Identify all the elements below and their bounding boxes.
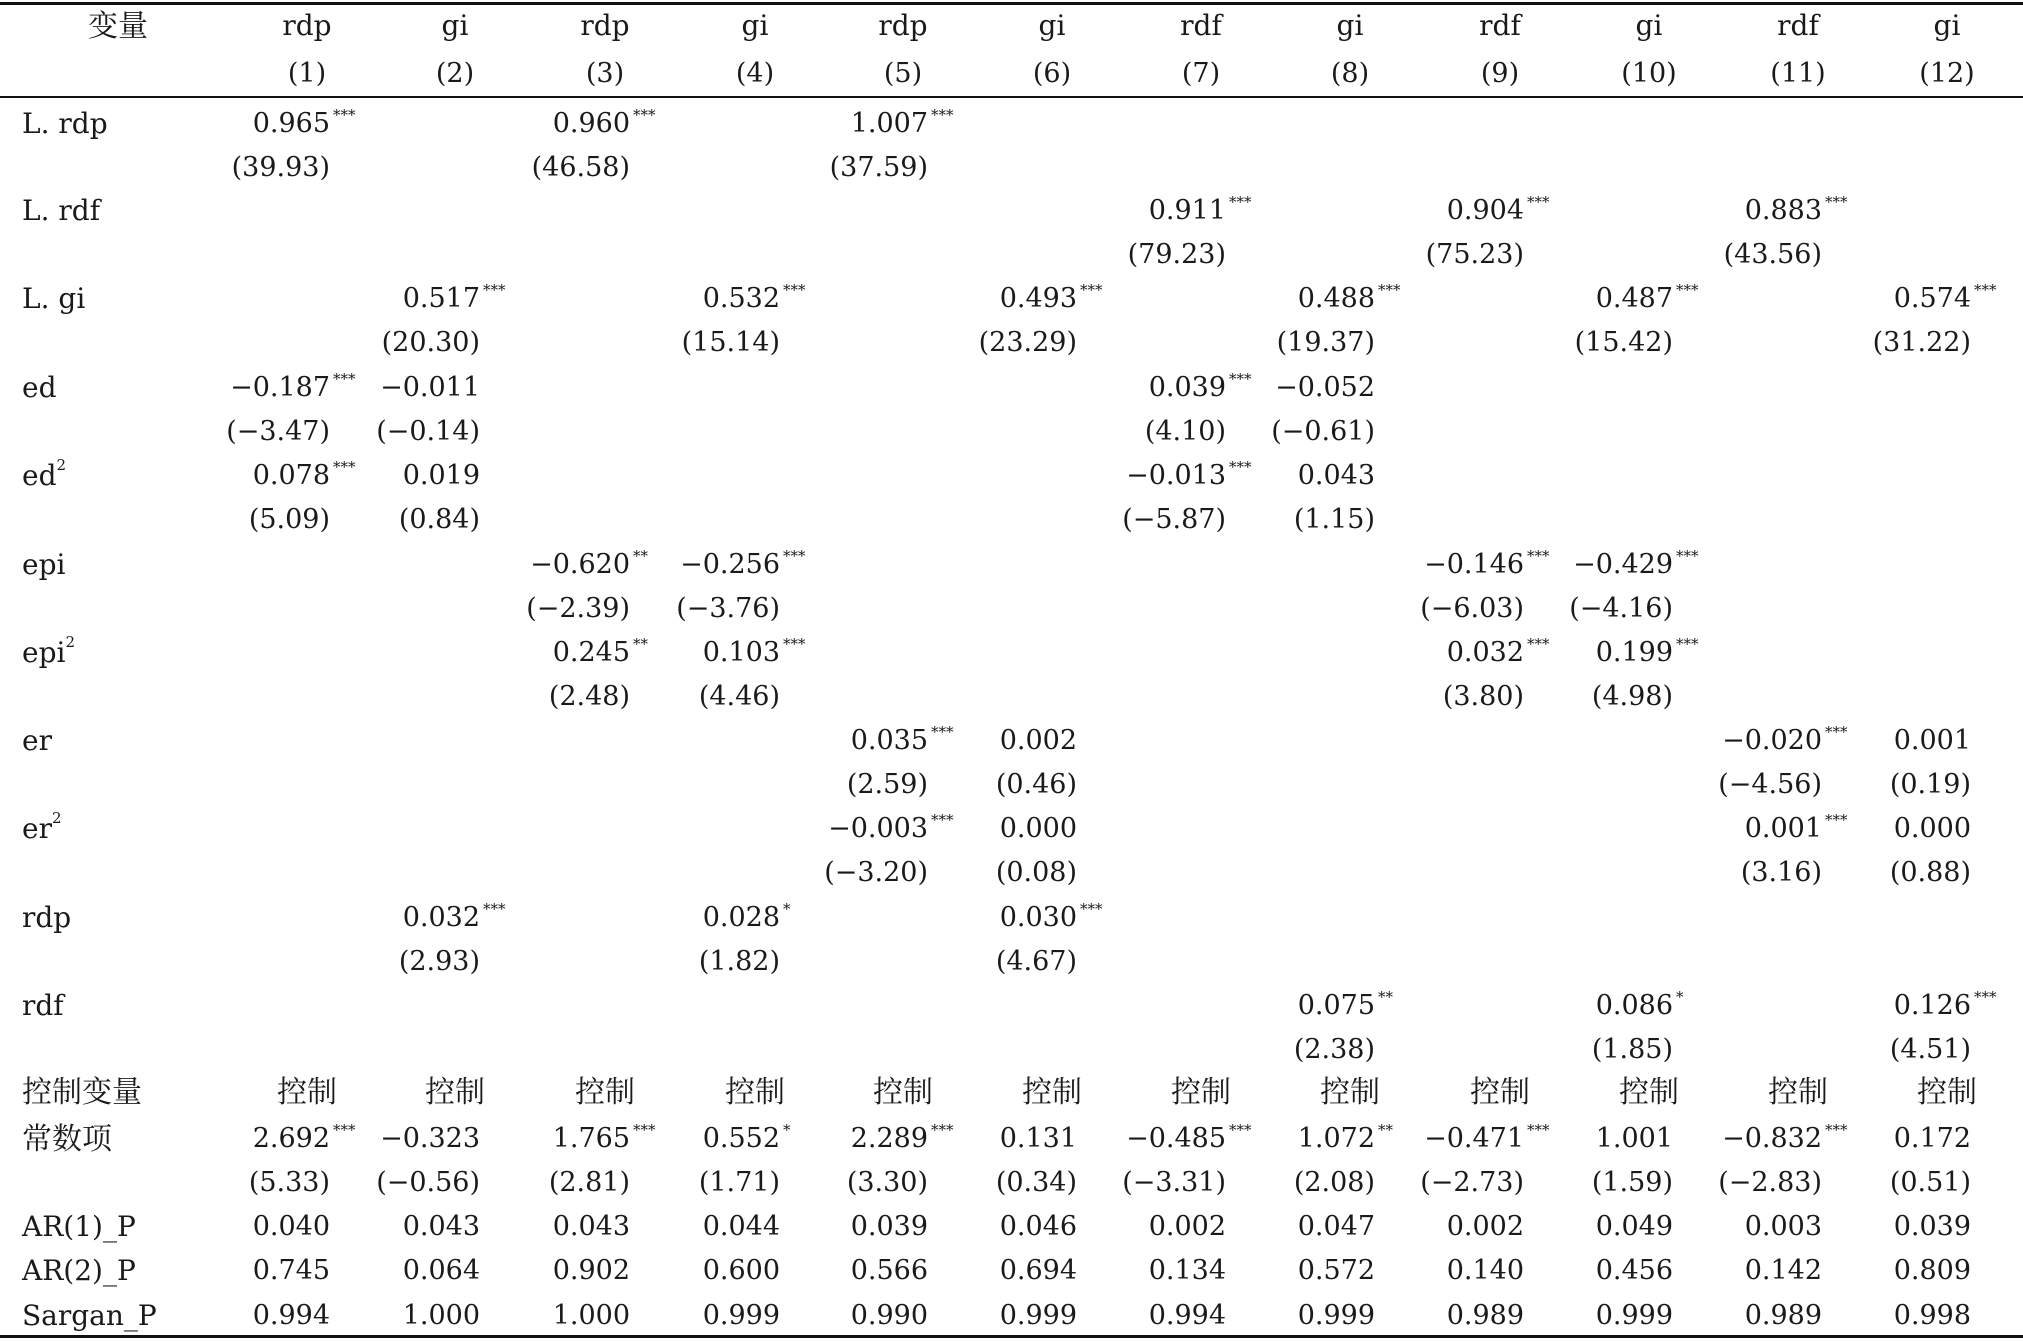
coefficient-cell: −0.146 <box>1424 549 1524 580</box>
t-stat-cell: (−3.47) <box>226 416 330 447</box>
constant-coefficient: 2.692 <box>252 1123 330 1154</box>
stat-label: AR(1)_P <box>22 1210 136 1243</box>
significance-stars: *** <box>1527 547 1550 565</box>
significance-stars: ** <box>1378 988 1393 1006</box>
stat-value: 0.456 <box>1595 1255 1673 1286</box>
row-label-text: rdf <box>22 989 64 1022</box>
row-label-text: L. rdp <box>22 107 108 140</box>
row-label <box>22 371 57 404</box>
stat-value: 0.566 <box>850 1255 928 1286</box>
row-label <box>22 633 75 669</box>
constant-coefficient: 0.131 <box>999 1123 1077 1154</box>
header-dependent-var: rdp <box>878 9 928 42</box>
t-stat-cell: (0.84) <box>398 504 480 535</box>
significance-stars: *** <box>931 723 954 741</box>
t-stat-cell: (20.30) <box>381 327 480 358</box>
coefficient-cell: 0.488 <box>1297 283 1375 314</box>
row-label <box>22 901 72 934</box>
coefficient-cell: 0.245 <box>552 637 630 668</box>
significance-stars: *** <box>1527 635 1550 653</box>
significance-stars: *** <box>333 370 356 388</box>
t-stat-cell: (2.48) <box>548 681 630 712</box>
t-stat-cell: (3.80) <box>1442 681 1524 712</box>
t-stat-cell: (2.38) <box>1293 1034 1375 1065</box>
significance-stars: *** <box>931 106 954 124</box>
stat-value: 1.000 <box>552 1300 630 1331</box>
significance-stars: *** <box>1825 723 1848 741</box>
stat-value: 0.003 <box>1744 1211 1822 1242</box>
significance-stars: *** <box>1229 193 1252 211</box>
constant-t-stat: (1.71) <box>698 1167 780 1198</box>
significance-stars: *** <box>1527 1121 1550 1139</box>
significance-stars: *** <box>783 281 806 299</box>
coefficient-cell: 0.030 <box>999 902 1077 933</box>
controls-cell: 控制 <box>725 1075 785 1110</box>
row-label-text: L. gi <box>22 282 86 315</box>
row-label-text: epi <box>22 548 66 581</box>
coefficient-cell: 0.086 <box>1595 990 1673 1021</box>
significance-stars: *** <box>633 106 656 124</box>
constant-t-stat: (−2.83) <box>1718 1167 1822 1198</box>
significance-stars: *** <box>1229 1121 1252 1139</box>
controls-cell: 控制 <box>1768 1075 1828 1110</box>
stat-value: 0.002 <box>1446 1211 1524 1242</box>
significance-stars: *** <box>1974 988 1997 1006</box>
coefficient-cell: 0.904 <box>1446 195 1524 226</box>
header-dependent-var: rdf <box>1180 9 1222 42</box>
constant-t-stat: (3.30) <box>846 1167 928 1198</box>
stat-value: 0.902 <box>552 1255 630 1286</box>
coefficient-cell: 0.000 <box>999 813 1077 844</box>
row-label <box>22 989 64 1022</box>
header-dependent-var: rdf <box>1777 9 1819 42</box>
header-dependent-var: rdf <box>1479 9 1521 42</box>
significance-stars: *** <box>483 900 506 918</box>
t-stat-cell: (−6.03) <box>1420 593 1524 624</box>
stat-value: 0.994 <box>1148 1300 1226 1331</box>
t-stat-cell: (1.85) <box>1591 1034 1673 1065</box>
stat-value: 0.990 <box>850 1300 928 1331</box>
row-label-text: er <box>22 724 52 757</box>
header-dependent-var: gi <box>1336 9 1364 42</box>
t-stat-cell: (1.15) <box>1293 504 1375 535</box>
t-stat-cell: (2.93) <box>398 946 480 977</box>
stat-value: 0.600 <box>702 1255 780 1286</box>
coefficient-cell: 0.199 <box>1595 637 1673 668</box>
significance-stars: *** <box>1825 193 1848 211</box>
stat-value: 0.572 <box>1297 1255 1375 1286</box>
significance-stars: *** <box>333 458 356 476</box>
significance-stars: *** <box>1527 193 1550 211</box>
coefficient-cell: 0.032 <box>402 902 480 933</box>
constant-t-stat: (−2.73) <box>1420 1167 1524 1198</box>
coefficient-cell: 0.487 <box>1595 283 1673 314</box>
header-column-number: (6) <box>1032 58 1072 89</box>
row-label-text: ed <box>22 371 57 404</box>
coefficient-cell: 0.574 <box>1893 283 1971 314</box>
stat-value: 0.994 <box>252 1300 330 1331</box>
constant-coefficient: 1.072 <box>1297 1123 1375 1154</box>
stat-value: 0.040 <box>252 1211 330 1242</box>
controls-cell: 控制 <box>1470 1075 1530 1110</box>
t-stat-cell: (4.10) <box>1144 416 1226 447</box>
constant-coefficient: −0.471 <box>1424 1123 1524 1154</box>
header-column-number: (8) <box>1330 58 1370 89</box>
stat-value: 0.745 <box>252 1255 330 1286</box>
row-label-text: er <box>22 812 52 845</box>
significance-stars: *** <box>1974 281 1997 299</box>
t-stat-cell: (4.98) <box>1591 681 1673 712</box>
stat-value: 0.999 <box>1595 1300 1673 1331</box>
coefficient-cell: 0.960 <box>552 108 630 139</box>
stat-value: 0.999 <box>702 1300 780 1331</box>
constant-t-stat: (2.08) <box>1293 1167 1375 1198</box>
header-dependent-var: gi <box>741 9 769 42</box>
header-column-number: (9) <box>1480 58 1520 89</box>
significance-stars: *** <box>1825 1121 1848 1139</box>
significance-stars: *** <box>1080 900 1103 918</box>
row-label-superscript: 2 <box>65 633 75 651</box>
header-dependent-var: gi <box>1635 9 1663 42</box>
coefficient-cell: 0.001 <box>1744 813 1822 844</box>
stat-value: 0.140 <box>1446 1255 1524 1286</box>
significance-stars: *** <box>333 106 356 124</box>
significance-stars: * <box>783 900 791 918</box>
stat-value: 0.049 <box>1595 1211 1673 1242</box>
significance-stars: ** <box>633 547 648 565</box>
coefficient-cell: −0.187 <box>230 372 330 403</box>
coefficient-cell: 0.126 <box>1893 990 1971 1021</box>
constant-t-stat: (5.33) <box>248 1167 330 1198</box>
t-stat-cell: (23.29) <box>978 327 1077 358</box>
row-label-text: epi <box>22 636 66 669</box>
controls-cell: 控制 <box>1917 1075 1977 1110</box>
top-rule <box>0 2 2023 5</box>
controls-cell: 控制 <box>575 1075 635 1110</box>
coefficient-cell: 0.965 <box>252 108 330 139</box>
header-column-number: (11) <box>1770 58 1826 89</box>
significance-stars: *** <box>931 811 954 829</box>
controls-cell: 控制 <box>1320 1075 1380 1110</box>
coefficient-cell: 0.028 <box>702 902 780 933</box>
stat-label: AR(2)_P <box>22 1254 136 1287</box>
stat-value: 0.134 <box>1148 1255 1226 1286</box>
t-stat-cell: (5.09) <box>248 504 330 535</box>
significance-stars: *** <box>1080 281 1103 299</box>
t-stat-cell: (−0.14) <box>376 416 480 447</box>
row-label <box>22 809 62 845</box>
constant-t-stat: (2.81) <box>548 1167 630 1198</box>
row-label-text: L. rdf <box>22 194 101 227</box>
stat-value: 0.043 <box>552 1211 630 1242</box>
stat-value: 0.044 <box>702 1211 780 1242</box>
header-rule <box>0 96 2023 98</box>
t-stat-cell: (0.88) <box>1889 857 1971 888</box>
significance-stars: *** <box>931 1121 954 1139</box>
constant-t-stat: (0.51) <box>1889 1167 1971 1198</box>
significance-stars: ** <box>633 635 648 653</box>
stat-value: 0.002 <box>1148 1211 1226 1242</box>
significance-stars: *** <box>483 281 506 299</box>
row-label-superscript: 2 <box>51 809 62 827</box>
stat-value: 0.999 <box>999 1300 1077 1331</box>
t-stat-cell: (43.56) <box>1723 239 1822 270</box>
t-stat-cell: (−3.20) <box>824 857 928 888</box>
t-stat-cell: (−5.87) <box>1122 504 1226 535</box>
t-stat-cell: (0.19) <box>1889 769 1971 800</box>
header-column-number: (5) <box>883 58 923 89</box>
t-stat-cell: (4.51) <box>1889 1034 1971 1065</box>
stat-value: 0.142 <box>1744 1255 1822 1286</box>
coefficient-cell: 0.039 <box>1148 372 1226 403</box>
coefficient-cell: −0.256 <box>680 549 780 580</box>
t-stat-cell: (−0.61) <box>1271 416 1375 447</box>
stat-value: 0.046 <box>999 1211 1077 1242</box>
constant-coefficient: −0.485 <box>1126 1123 1226 1154</box>
constant-t-stat: (1.59) <box>1591 1167 1673 1198</box>
significance-stars: *** <box>1676 635 1699 653</box>
controls-cell: 控制 <box>1022 1075 1082 1110</box>
coefficient-cell: 0.103 <box>702 637 780 668</box>
coefficient-cell: 0.035 <box>850 725 928 756</box>
t-stat-cell: (37.59) <box>829 152 928 183</box>
row-label <box>22 548 66 581</box>
constant-coefficient: 0.172 <box>1893 1123 1971 1154</box>
constant-coefficient: 1.001 <box>1595 1123 1673 1154</box>
significance-stars: *** <box>633 1121 656 1139</box>
stat-value: 0.809 <box>1893 1255 1971 1286</box>
t-stat-cell: (1.82) <box>698 946 780 977</box>
stat-value: 0.064 <box>402 1255 480 1286</box>
t-stat-cell: (−2.39) <box>526 593 630 624</box>
constant-t-stat: (−3.31) <box>1122 1167 1226 1198</box>
coefficient-cell: 0.532 <box>702 283 780 314</box>
coefficient-cell: −0.003 <box>828 813 928 844</box>
t-stat-cell: (31.22) <box>1872 327 1971 358</box>
t-stat-cell: (19.37) <box>1276 327 1375 358</box>
header-dependent-var: rdp <box>580 9 630 42</box>
stat-value: 0.694 <box>999 1255 1077 1286</box>
header-column-number: (3) <box>585 58 625 89</box>
stat-value: 0.998 <box>1893 1300 1971 1331</box>
t-stat-cell: (0.46) <box>995 769 1077 800</box>
stat-value: 0.047 <box>1297 1211 1375 1242</box>
constant-label: 常数项 <box>22 1122 112 1157</box>
header-variable-label: 变量 <box>88 9 148 44</box>
row-label <box>22 194 101 227</box>
row-label <box>22 107 108 140</box>
row-label <box>22 282 86 315</box>
constant-t-stat: (−0.56) <box>376 1167 480 1198</box>
coefficient-cell: 0.019 <box>402 460 480 491</box>
t-stat-cell: (−4.16) <box>1569 593 1673 624</box>
coefficient-cell: 0.032 <box>1446 637 1524 668</box>
coefficient-cell: 0.001 <box>1893 725 1971 756</box>
significance-stars: *** <box>333 1121 356 1139</box>
coefficient-cell: 0.493 <box>999 283 1077 314</box>
row-label-text: ed <box>22 459 57 492</box>
t-stat-cell: (0.08) <box>995 857 1077 888</box>
t-stat-cell: (15.14) <box>681 327 780 358</box>
t-stat-cell: (3.16) <box>1740 857 1822 888</box>
coefficient-cell: 0.517 <box>402 283 480 314</box>
t-stat-cell: (4.46) <box>698 681 780 712</box>
controls-cell: 控制 <box>277 1075 337 1110</box>
t-stat-cell: (−4.56) <box>1718 769 1822 800</box>
coefficient-cell: 0.911 <box>1148 195 1226 226</box>
significance-stars: * <box>783 1121 791 1139</box>
stat-value: 0.043 <box>402 1211 480 1242</box>
significance-stars: *** <box>1676 281 1699 299</box>
constant-coefficient: 1.765 <box>552 1123 630 1154</box>
header-column-number: (2) <box>435 58 475 89</box>
coefficient-cell: 0.043 <box>1297 460 1375 491</box>
row-label-superscript: 2 <box>56 456 67 474</box>
header-dependent-var: gi <box>1933 9 1961 42</box>
stat-value: 0.039 <box>1893 1211 1971 1242</box>
t-stat-cell: (2.59) <box>846 769 928 800</box>
significance-stars: *** <box>1825 811 1848 829</box>
constant-t-stat: (0.34) <box>995 1167 1077 1198</box>
coefficient-cell: 1.007 <box>850 108 928 139</box>
t-stat-cell: (79.23) <box>1127 239 1226 270</box>
constant-coefficient: 2.289 <box>850 1123 928 1154</box>
controls-label: 控制变量 <box>22 1075 142 1110</box>
coefficient-cell: −0.429 <box>1573 549 1673 580</box>
row-label <box>22 724 52 757</box>
significance-stars: *** <box>1378 281 1401 299</box>
significance-stars: *** <box>783 635 806 653</box>
stat-value: 0.039 <box>850 1211 928 1242</box>
significance-stars: *** <box>783 547 806 565</box>
stat-value: 1.000 <box>402 1300 480 1331</box>
significance-stars: ** <box>1378 1121 1393 1139</box>
stat-value: 0.989 <box>1744 1300 1822 1331</box>
coefficient-cell: −0.052 <box>1275 372 1375 403</box>
t-stat-cell: (39.93) <box>231 152 330 183</box>
controls-cell: 控制 <box>873 1075 933 1110</box>
constant-coefficient: −0.832 <box>1722 1123 1822 1154</box>
coefficient-cell: 0.078 <box>252 460 330 491</box>
significance-stars: * <box>1676 988 1684 1006</box>
significance-stars: *** <box>1229 458 1252 476</box>
t-stat-cell: (4.67) <box>995 946 1077 977</box>
coefficient-cell: −0.013 <box>1126 460 1226 491</box>
t-stat-cell: (15.42) <box>1574 327 1673 358</box>
coefficient-cell: −0.011 <box>380 372 480 403</box>
controls-cell: 控制 <box>425 1075 485 1110</box>
coefficient-cell: −0.620 <box>530 549 630 580</box>
coefficient-cell: 0.075 <box>1297 990 1375 1021</box>
coefficient-cell: 0.002 <box>999 725 1077 756</box>
significance-stars: *** <box>1676 547 1699 565</box>
header-dependent-var: gi <box>1038 9 1066 42</box>
stat-value: 0.989 <box>1446 1300 1524 1331</box>
significance-stars: *** <box>1229 370 1252 388</box>
header-column-number: (7) <box>1181 58 1221 89</box>
header-dependent-var: gi <box>441 9 469 42</box>
header-dependent-var: rdp <box>282 9 332 42</box>
row-label-text: rdp <box>22 901 72 934</box>
t-stat-cell: (−3.76) <box>676 593 780 624</box>
coefficient-cell: −0.020 <box>1722 725 1822 756</box>
coefficient-cell: 0.883 <box>1744 195 1822 226</box>
constant-coefficient: −0.323 <box>380 1123 480 1154</box>
t-stat-cell: (75.23) <box>1425 239 1524 270</box>
constant-coefficient: 0.552 <box>702 1123 780 1154</box>
stat-label: Sargan_P <box>22 1299 157 1332</box>
row-label <box>22 456 67 492</box>
bottom-rule <box>0 1335 2023 1338</box>
header-column-number: (10) <box>1621 58 1677 89</box>
header-column-number: (4) <box>735 58 775 89</box>
t-stat-cell: (46.58) <box>531 152 630 183</box>
controls-cell: 控制 <box>1171 1075 1231 1110</box>
controls-cell: 控制 <box>1619 1075 1679 1110</box>
header-column-number: (12) <box>1919 58 1975 89</box>
stat-value: 0.999 <box>1297 1300 1375 1331</box>
header-column-number: (1) <box>287 58 327 89</box>
coefficient-cell: 0.000 <box>1893 813 1971 844</box>
